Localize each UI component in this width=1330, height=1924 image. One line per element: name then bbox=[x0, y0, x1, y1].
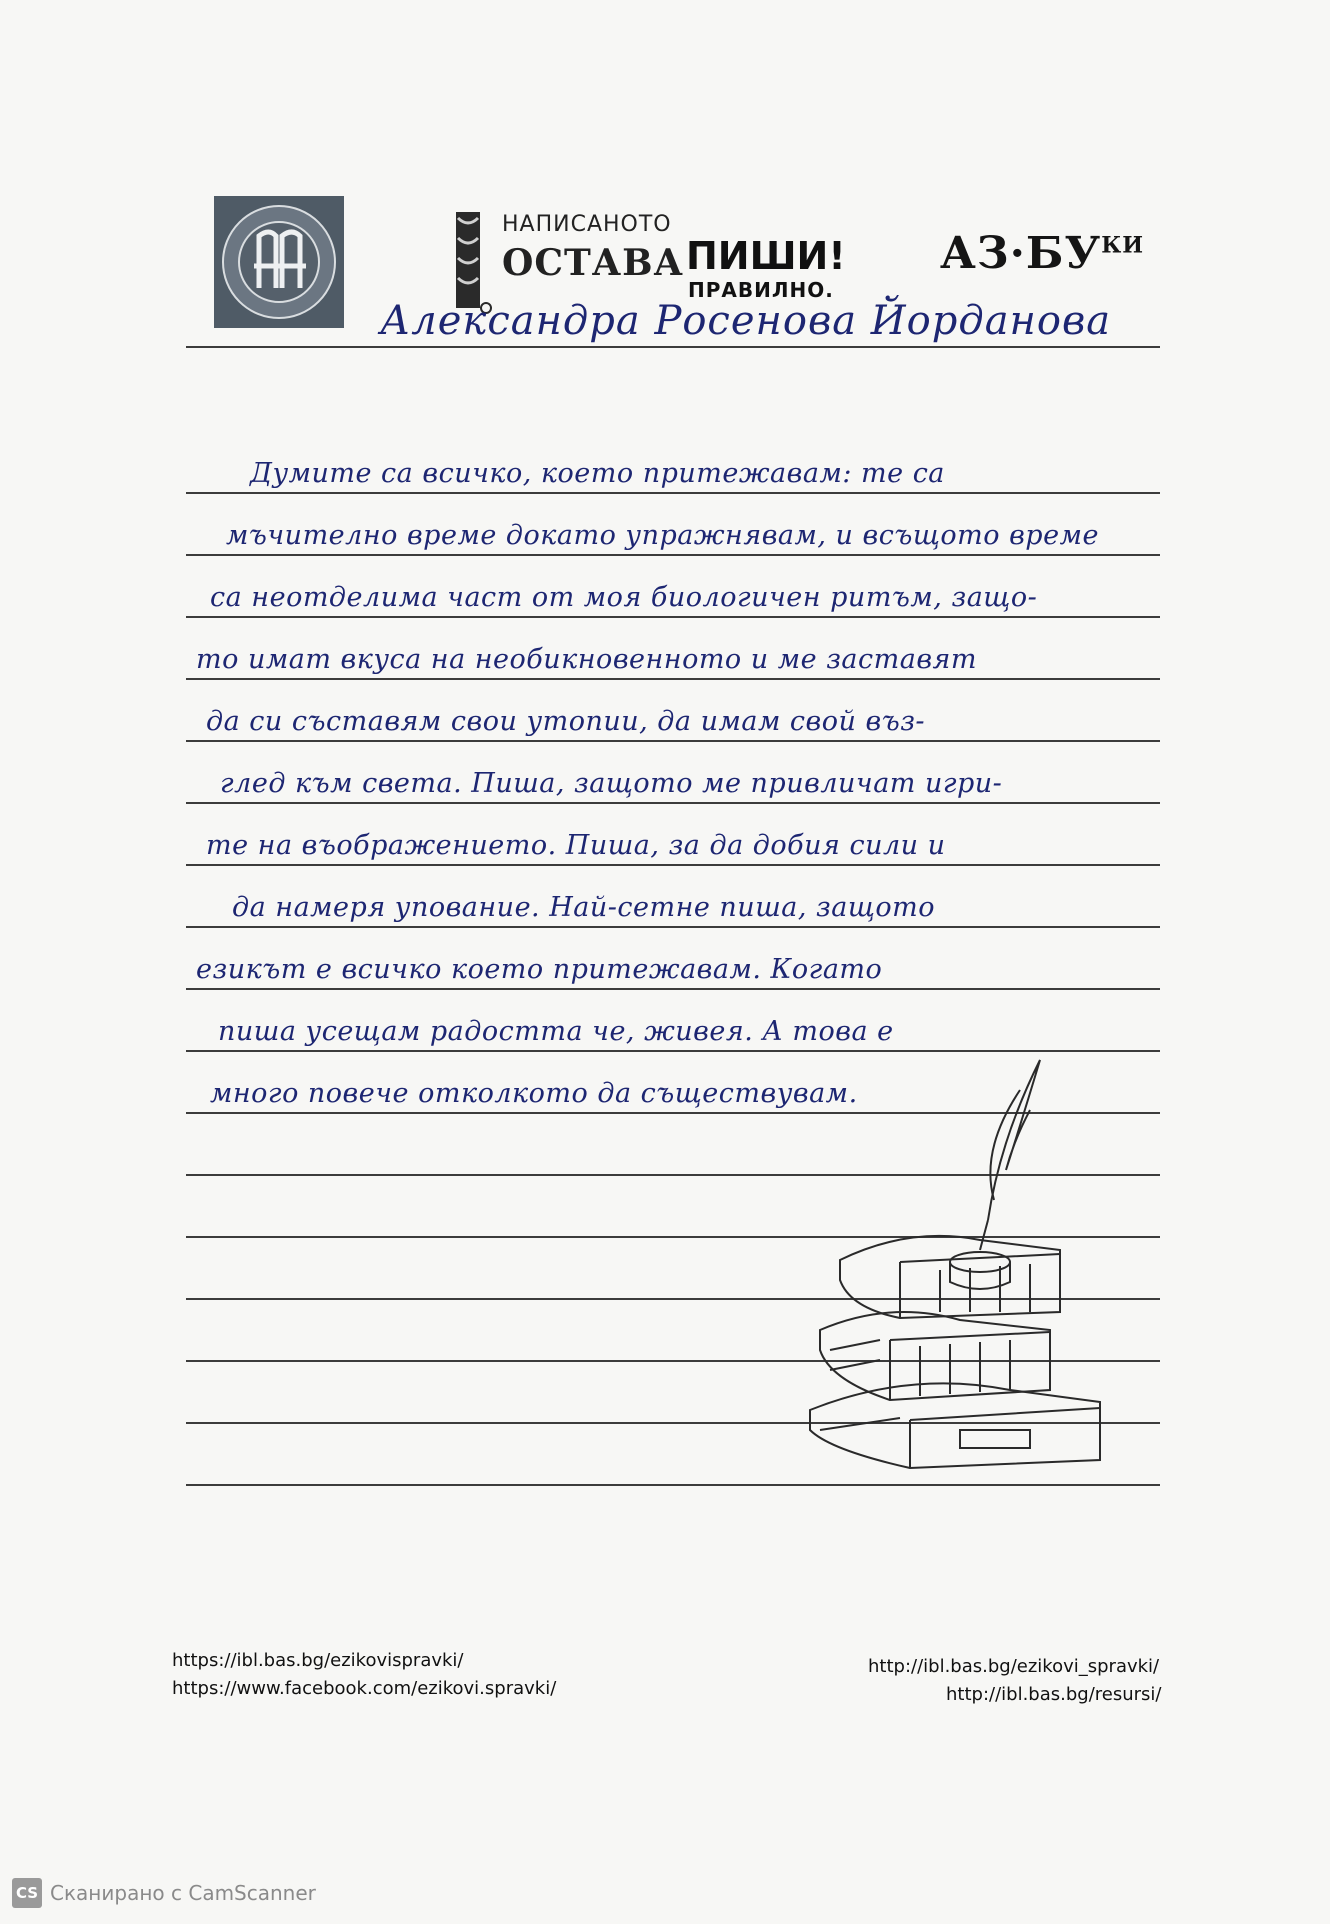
text-line: те на въображението. Пиша, за да добия сили и bbox=[206, 830, 946, 861]
footer-link[interactable]: http://ibl.bas.bg/resursi/ bbox=[946, 1684, 1162, 1705]
author-name: Александра Росенова Йорданова bbox=[380, 298, 1112, 344]
ostava-title: ОСТАВА bbox=[502, 242, 684, 284]
pravilno-title: ПРАВИЛНО. bbox=[688, 278, 834, 302]
ruled-line bbox=[186, 926, 1160, 928]
ruled-line bbox=[186, 1484, 1160, 1486]
ruled-line bbox=[186, 492, 1160, 494]
text-line: езикът е всичко което притежавам. Когато bbox=[196, 954, 883, 985]
footer-link[interactable]: https://ibl.bas.bg/ezikovispravki/ bbox=[172, 1650, 464, 1671]
text-line: Думите са всичко, което притежавам: те са bbox=[250, 458, 945, 489]
pishi-pravilno-logo bbox=[686, 234, 856, 306]
camscanner-watermark bbox=[12, 1876, 316, 1910]
ruled-line bbox=[186, 554, 1160, 556]
camscanner-label: Сканирано с CamScanner bbox=[50, 1881, 316, 1905]
ruled-line bbox=[186, 616, 1160, 618]
text-line: да намеря упование. Най-сетне пиша, защото bbox=[232, 892, 936, 923]
text-line: пиша усещам радостта че, живея. А това е bbox=[218, 1016, 894, 1047]
ruled-line bbox=[186, 740, 1160, 742]
ruled-line bbox=[186, 802, 1160, 804]
ibl-logo-icon bbox=[214, 196, 344, 328]
azbuki-title: АЗ·БУ bbox=[940, 228, 1102, 279]
text-line: мъчително време докато упражнявам, и всъщото време bbox=[226, 520, 1099, 551]
pishi-title: ПИШИ! bbox=[686, 234, 846, 278]
text-line: глед към света. Пиша, защото ме привличат игри- bbox=[220, 768, 1003, 799]
footer-link[interactable]: http://ibl.bas.bg/ezikovi_spravki/ bbox=[868, 1656, 1160, 1677]
azbuki-logo bbox=[940, 228, 1144, 279]
text-line: да си съставям свои утопии, да имам свой въз- bbox=[206, 706, 926, 737]
camscanner-logo-icon: CS bbox=[12, 1878, 42, 1908]
books-inkwell-quill-drawing-icon bbox=[790, 1050, 1120, 1470]
text-line: то имат вкуса на необикновенното и ме заставят bbox=[196, 644, 978, 675]
ruled-line bbox=[186, 678, 1160, 680]
azbuki-sup: КИ bbox=[1101, 232, 1145, 259]
text-line: много повече отколкото да съществувам. bbox=[210, 1078, 858, 1109]
text-line: са неотделима част от моя биологичен ритъм, защо- bbox=[210, 582, 1038, 613]
napisanoto-title: НАПИСАНОТО bbox=[502, 212, 672, 237]
ruled-line bbox=[186, 864, 1160, 866]
ruled-line bbox=[186, 346, 1160, 348]
ruled-line bbox=[186, 988, 1160, 990]
footer-link[interactable]: https://www.facebook.com/ezikovi.spravki/ bbox=[172, 1678, 557, 1699]
